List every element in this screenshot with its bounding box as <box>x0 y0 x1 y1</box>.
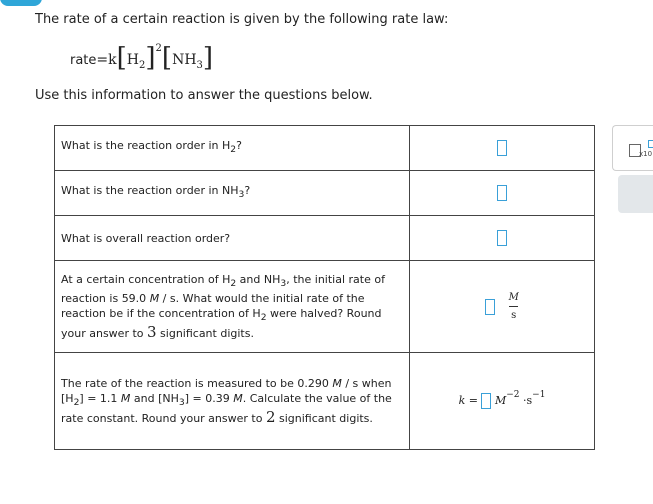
subscript: 2 <box>230 278 237 289</box>
molar-unit: M <box>233 391 243 405</box>
question-text: At a certain concentration of H <box>61 272 231 286</box>
subscript: 2 <box>260 312 267 324</box>
questions-table <box>54 125 595 450</box>
fraction-bar <box>509 306 518 307</box>
answer-cell <box>410 126 595 171</box>
question-text: were halved? Round your answer to <box>61 307 382 341</box>
question-row <box>55 171 595 216</box>
rate-law-equation <box>70 44 213 76</box>
equals-sign: = <box>468 393 478 407</box>
h2-order-exponent: 2 <box>155 42 162 54</box>
molar-unit: M <box>120 391 131 405</box>
right-bracket-nh3: ] <box>202 43 214 73</box>
rate-constant-expression <box>458 389 546 407</box>
question-text: and [NH <box>130 391 179 405</box>
question-row <box>55 126 595 171</box>
seconds-unit: s <box>526 393 533 407</box>
question-row <box>55 353 595 450</box>
species-h-subscript: 2 <box>139 59 146 71</box>
left-bracket-nh3: [ <box>161 43 173 73</box>
subscript: 3 <box>238 189 245 201</box>
answer-cell <box>410 216 595 261</box>
question-text: What is the reaction order in NH <box>61 184 239 198</box>
question-text: significant digits. <box>275 412 373 426</box>
exponent-box-icon <box>648 140 653 148</box>
molar-exponent: −2 <box>506 389 520 400</box>
subscript: 3 <box>178 397 185 409</box>
rate-unit-fraction <box>509 290 519 323</box>
question-text: significant digits. <box>156 327 254 341</box>
question-text: ? <box>236 139 242 153</box>
right-bracket-h2: ] <box>145 43 156 73</box>
species-h: H <box>126 52 139 68</box>
answer-input-overall-order[interactable] <box>497 230 507 246</box>
rate-equals: = <box>96 52 109 68</box>
unit-numerator: M <box>508 292 519 303</box>
question-text: ] = 1.1 <box>79 391 121 405</box>
multiply-dot: · <box>523 393 527 407</box>
answer-input-new-rate[interactable] <box>485 299 495 315</box>
molar-unit: M <box>332 376 342 390</box>
question-text: , the initial rate of reaction is 59.0 <box>61 272 385 305</box>
rate-constant-k: k <box>108 52 117 68</box>
question-text: The rate of the reaction is measured to be 0.290 <box>61 376 333 390</box>
molar-unit: M <box>149 292 160 305</box>
species-nh: NH <box>172 52 197 68</box>
question-text: ] = 0.39 <box>184 391 234 405</box>
question-cell <box>55 126 410 171</box>
answer-input-rate-constant[interactable] <box>481 393 491 409</box>
question-row <box>55 261 595 353</box>
top-left-tab[interactable] <box>0 0 42 6</box>
answer-cell <box>410 353 595 450</box>
question-text: What is the reaction order in H <box>61 139 231 153</box>
subscript: 3 <box>280 278 287 289</box>
question-cell <box>55 171 410 216</box>
scientific-notation-button[interactable] <box>612 125 653 171</box>
seconds-exponent: −1 <box>532 389 546 400</box>
question-text: / s. What would the initial rate of the reaction be if the concentration of H <box>61 292 365 320</box>
tool-panel-button[interactable] <box>618 175 653 213</box>
answer-cell <box>410 171 595 216</box>
k-label: k <box>458 393 466 407</box>
question-row <box>55 216 595 261</box>
question-cell <box>55 353 410 450</box>
molar-unit: M <box>494 393 507 407</box>
sig-digits: 3 <box>147 323 157 342</box>
left-bracket-h2: [ <box>116 43 127 73</box>
answer-input-nh3-order[interactable] <box>497 185 507 201</box>
question-cell <box>55 216 410 261</box>
side-toolbar <box>612 125 653 220</box>
intro-text: The rate of a certain reaction is given by the following rate law: <box>35 12 449 27</box>
subscript: 2 <box>230 144 237 156</box>
rate-word: rate <box>70 52 97 68</box>
use-info-text: Use this information to answer the questions below. <box>35 88 373 103</box>
question-text: . Calculate the value of the rate constant. Round your answer to <box>61 391 392 426</box>
sig-digits: 2 <box>265 408 276 427</box>
species-nh-subscript: 3 <box>196 59 203 71</box>
question-text: What is overall reaction order? <box>61 231 231 245</box>
subscript: 2 <box>73 397 80 409</box>
question-cell <box>55 261 410 353</box>
answer-input-h2-order[interactable] <box>497 140 507 156</box>
question-text: ? <box>244 184 251 198</box>
x10-label: x10 <box>639 150 653 158</box>
answer-cell <box>410 261 595 353</box>
question-text: / s when [H <box>61 376 392 405</box>
unit-denominator: s <box>511 310 517 321</box>
question-text: and NH <box>236 272 281 286</box>
